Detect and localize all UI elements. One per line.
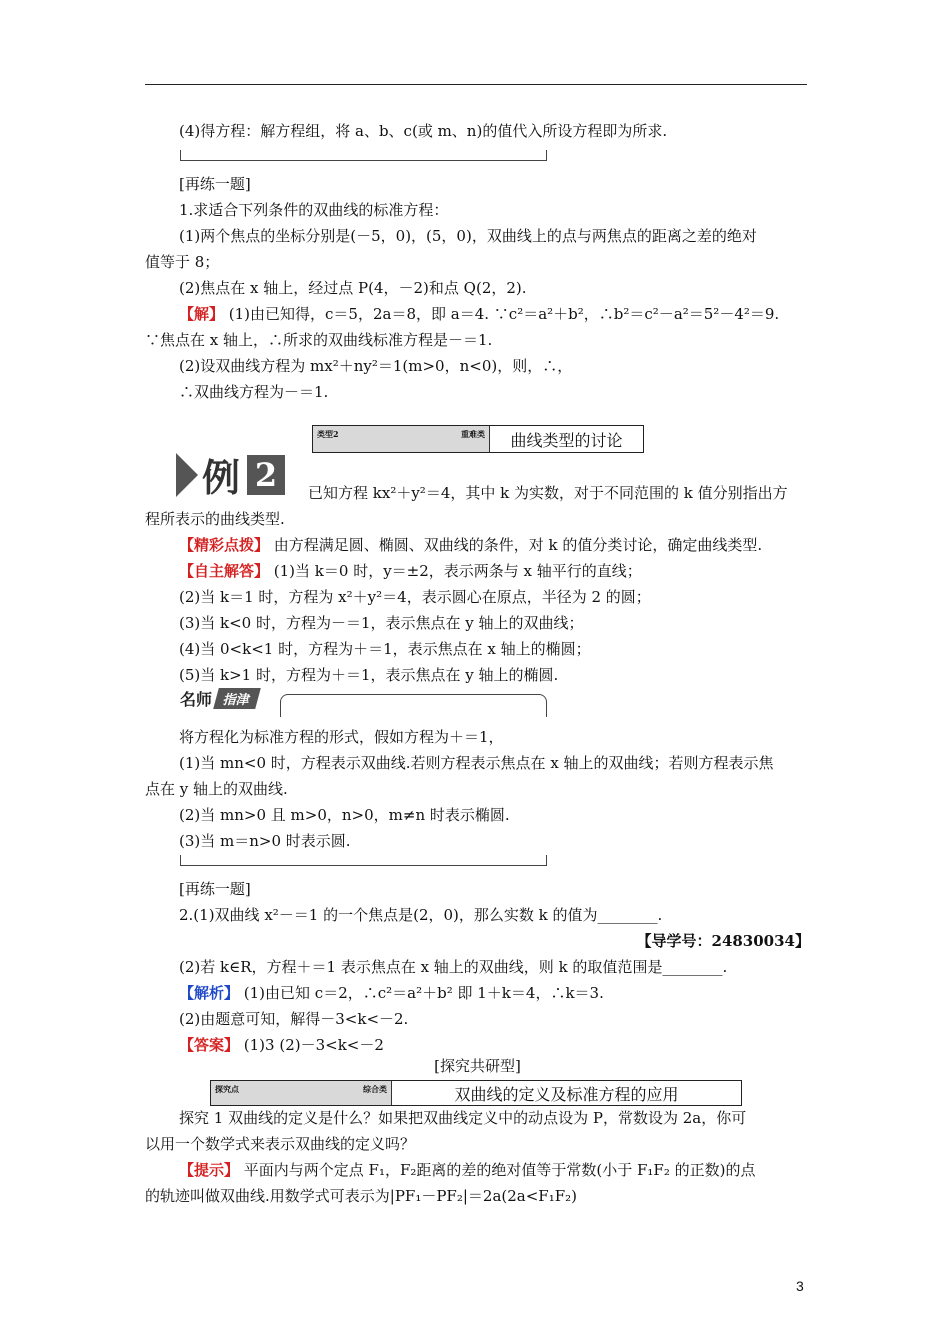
prompt-text: 平面内与两个定点 F₁，F₂距离的差的绝对值等于常数(小于 F₁F₂ 的正数)的点	[239, 1161, 756, 1179]
practice-heading-1: [再练一题]	[179, 175, 251, 193]
explore-heading: [探究共研型]	[434, 1057, 521, 1075]
guidance-line-5: (3)当 m＝n>0 时表示圆.	[179, 832, 351, 850]
teacher-label-a: 名师	[180, 689, 213, 709]
practice-1-part1-cont: 值等于 8；	[145, 253, 220, 271]
practice-1-solution-l2: ∵焦点在 x 轴上，∴所求的双曲线标准方程是－＝1.	[145, 331, 493, 349]
type2-title: 曲线类型的讨论	[510, 430, 623, 450]
example-word: 例	[202, 455, 242, 500]
example-hint	[145, 532, 810, 558]
method-box-bottom	[180, 150, 547, 161]
type2-banner	[312, 425, 644, 453]
guidance-line-1: 将方程化为标准方程的形式，假如方程为＋＝1，	[179, 728, 504, 746]
practice-2-part2: (2)若 k∈R，方程＋＝1 表示焦点在 x 轴上的双曲线，则 k 的取值范围是________.	[179, 958, 728, 976]
answer-tag: 【自主解答】	[179, 562, 270, 580]
solution-text: (1)由已知得，c＝5，2a＝8，即 a＝4. ∵c²＝a²＋b²，∴b²＝c²－a²＝5²－4²＝9.	[224, 305, 780, 323]
example-2-question: 已知方程 kx²＋y²＝4，其中 k 为实数，对于不同范围的 k 值分别指出方	[308, 484, 788, 502]
practice-heading-2: [再练一题]	[179, 880, 251, 898]
page-number: 3	[796, 1278, 804, 1294]
guidance-line-4: (2)当 mn>0 且 m>0，n>0，m≠n 时表示椭圆.	[179, 806, 510, 824]
example-answer-5: (5)当 k>1 时，方程为＋＝1，表示焦点在 y 轴上的椭圆.	[179, 666, 559, 684]
practice-1-part2: (2)焦点在 x 轴上，经过点 P(4，－2)和点 Q(2，2).	[179, 279, 527, 297]
example-number: 2	[247, 455, 285, 495]
example-answer-2: (2)当 k＝1 时，方程为 x²＋y²＝4，表示圆心在原点，半径为 2 的圆；	[179, 588, 651, 606]
explore-hint-cont: 的轨迹叫做双曲线.用数学式可表示为|PF₁－PF₂|＝2a(2a<F₁F₂)	[145, 1187, 577, 1205]
prompt-tag: 【提示】	[179, 1161, 240, 1179]
answer-text: (1)当 k＝0 时，y＝±2，表示两条与 x 轴平行的直线；	[269, 562, 642, 580]
example-arrow-icon	[176, 453, 198, 497]
practice-1-solution	[145, 301, 810, 327]
example-answer-4: (4)当 0<k<1 时，方程为＋＝1，表示焦点在 x 轴上的椭圆；	[179, 640, 591, 658]
type2-right-tag: 重难类	[461, 429, 485, 439]
example-2-badge	[176, 452, 292, 500]
guide-number: 【导学号：24830034】	[636, 932, 810, 950]
practice-2-analysis-2: (2)由题意可知，解得－3<k<－2.	[179, 1010, 409, 1028]
explore-question-1: 探究 1 双曲线的定义是什么？如果把双曲线定义中的动点设为 P，常数设为 2a，你可	[179, 1109, 747, 1127]
hint-tag: 【精彩点拨】	[179, 536, 270, 554]
explore-banner	[210, 1080, 742, 1106]
explore-hint	[145, 1157, 810, 1183]
method-step-4: (4)得方程：解方程组，将 a、b、c(或 m、n)的值代入所设方程即为所求.	[179, 122, 668, 140]
guidance-line-2: (1)当 mn<0 时，方程表示双曲线.若则方程表示焦点在 x 轴上的双曲线；若则方程表示焦	[179, 754, 774, 772]
guidance-box-top	[280, 694, 547, 717]
hint-text: 由方程满足圆、椭圆、双曲线的条件，对 k 的值分类讨论，确定曲线类型.	[269, 536, 763, 554]
key-tag: 【答案】	[179, 1036, 240, 1054]
explore-tag: 探究点	[215, 1084, 239, 1094]
practice-1-part1: (1)两个焦点的坐标分别是(－5，0)，(5，0)，双曲线上的点与两焦点的距离之差的绝对	[179, 227, 757, 245]
type2-tag: 类型2	[317, 429, 339, 439]
guidance-line-3: 点在 y 轴上的双曲线.	[145, 780, 288, 798]
solution-tag: 【解】	[179, 305, 225, 323]
example-answer-1	[145, 558, 810, 584]
guidance-box-bottom	[180, 855, 547, 866]
header-rule	[145, 84, 807, 85]
explore-bar	[211, 1081, 392, 1105]
practice-2-part1: 2.(1)双曲线 x²－＝1 的一个焦点是(2，0)，那么实数 k 的值为________.	[179, 906, 663, 924]
key-text: (1)3 (2)－3<k<－2	[239, 1036, 384, 1054]
practice-1-question: 1.求适合下列条件的双曲线的标准方程：	[179, 201, 449, 219]
example-2-question-cont: 程所表示的曲线类型.	[145, 510, 285, 528]
practice-1-solution-l3: (2)设双曲线方程为 mx²＋ny²＝1(m>0，n<0)，则，∴，	[179, 357, 573, 375]
example-answer-3: (3)当 k<0 时，方程为－＝1，表示焦点在 y 轴上的双曲线；	[179, 614, 584, 632]
analysis-tag: 【解析】	[179, 984, 240, 1002]
practice-2-analysis	[145, 980, 810, 1006]
analysis-text: (1)由已知 c＝2，∴c²＝a²＋b² 即 1＋k＝4，∴k＝3.	[239, 984, 604, 1002]
explore-question-1-cont: 以用一个数学式来表示双曲线的定义吗？	[145, 1135, 416, 1153]
explore-title: 双曲线的定义及标准方程的应用	[454, 1084, 679, 1104]
type2-bar	[313, 426, 490, 452]
explore-right-tag: 综合类	[363, 1084, 387, 1094]
practice-1-solution-l4: ∴双曲线方程为－＝1.	[179, 383, 329, 401]
teacher-guidance-label	[180, 687, 258, 709]
teacher-label-b: 指津	[213, 688, 261, 709]
